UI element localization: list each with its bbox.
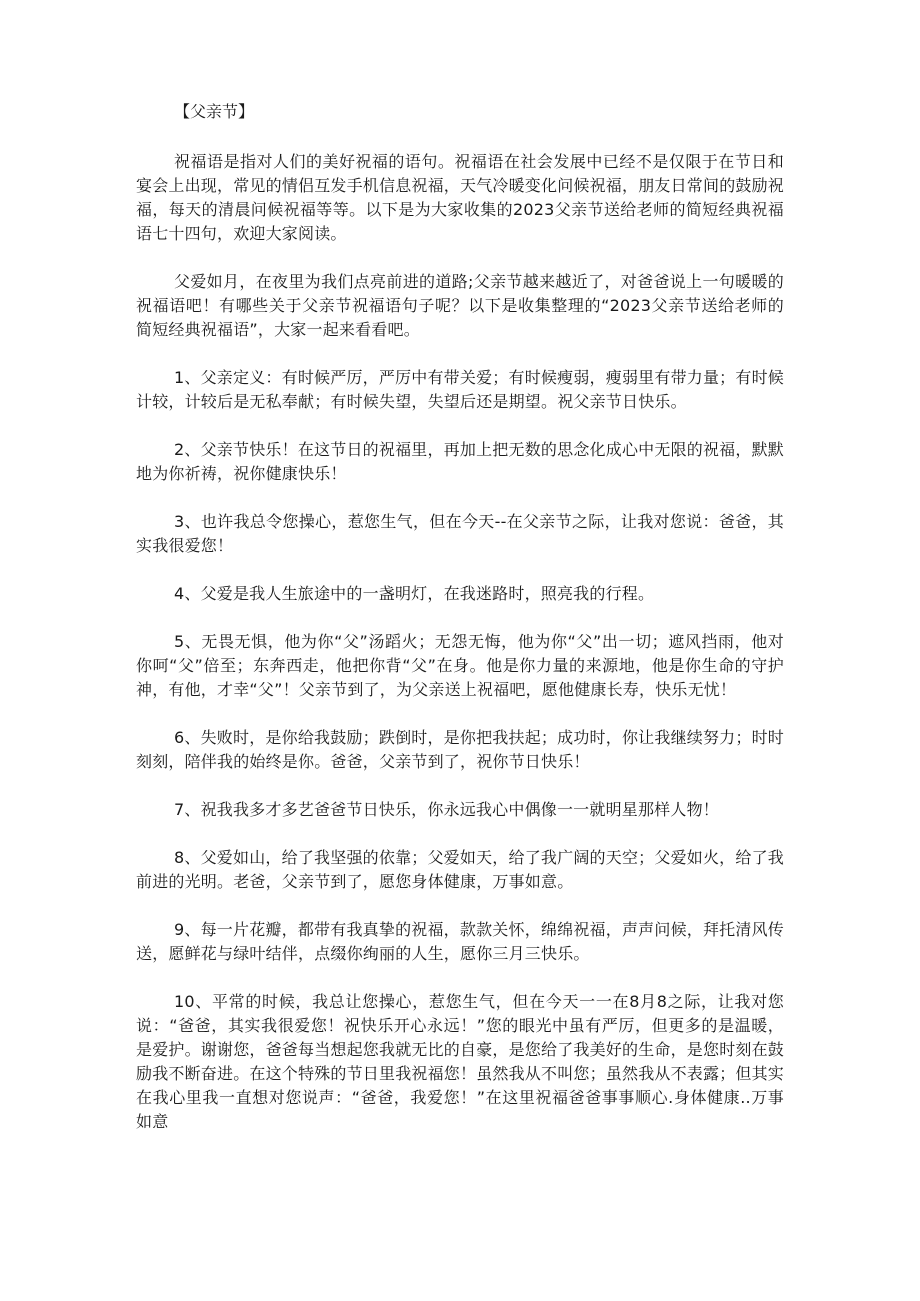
paragraph-item-8: 8、父爱如山，给了我坚强的依靠；父爱如天，给了我广阔的天空；父爱如火，给了我前进的光明。老爸，父亲节到了，愿您身体健康，万事如意。 <box>136 848 784 891</box>
section-heading: 【父亲节】 <box>174 102 255 121</box>
paragraph-item-6: 6、失败时，是你给我鼓励；跌倒时，是你把我扶起；成功时，你让我继续努力；时时刻刻，陪伴我的始终是你。爸爸，父亲节到了，祝你节日快乐！ <box>136 728 784 771</box>
paragraph-lead: 父爱如月，在夜里为我们点亮前进的道路;父亲节越来越近了，对爸爸说上一句暖暖的祝福语吧！有哪些关于父亲节祝福语句子呢？以下是收集整理的“2023父亲节送给老师的简短经典祝福语”，大家一起来看看吧。 <box>136 272 784 339</box>
paragraph-item-7: 7、祝我我多才多艺爸爸节日快乐，你永远我心中偶像一一就明星那样人物！ <box>174 800 719 819</box>
paragraph-item-10: 10、平常的时候，我总让您操心，惹您生气，但在今天一一在8月8之际，让我对您说：“爸爸，其实我很爱您！祝快乐开心永远！”您的眼光中虽有严厉，但更多的是温暖，是爱护。谢谢您，爸爸每当想起您我就无比的自豪，是您给了我美好的生命，是您时刻在鼓励我不断奋进。在这个特殊的节日里我祝福您！虽然我从不叫您；虽然我从不表露；但其实在我心里我一直想对您说声：“爸爸，我爱您！”在这里祝福爸爸事事顺心.身体健康..万事如意 <box>136 992 785 1131</box>
paragraph-item-9: 9、每一片花瓣，都带有我真挚的祝福，款款关怀，绵绵祝福，声声问候，拜托清风传送，愿鲜花与绿叶结伴，点缀你绚丽的人生，愿你三月三快乐。 <box>136 920 784 963</box>
paragraph-item-3: 3、也许我总令您操心，惹您生气，但在今天--在父亲节之际，让我对您说：爸爸，其实我很爱您！ <box>136 512 784 555</box>
paragraph-item-5: 5、无畏无惧，他为你“父”汤蹈火；无怨无悔，他为你“父”出一切；遮风挡雨，他对你呵“父”倍至；东奔西走，他把你背“父”在身。他是你力量的来源地，他是你生命的守护神，有他，才幸“父”！父亲节到了，为父亲送上祝福吧，愿他健康长寿，快乐无忧！ <box>136 632 784 699</box>
paragraph-item-2: 2、父亲节快乐！在这节日的祝福里，再加上把无数的思念化成心中无限的祝福，默默地为你祈祷，祝你健康快乐！ <box>136 440 784 483</box>
paragraph-item-4: 4、父爱是我人生旅途中的一盏明灯，在我迷路时，照亮我的行程。 <box>174 584 655 603</box>
document-page <box>136 100 784 1134</box>
paragraph-intro: 祝福语是指对人们的美好祝福的语句。祝福语在社会发展中已经不是仅限于在节日和宴会上出现，常见的情侣互发手机信息祝福，天气冷暖变化问候祝福，朋友日常间的鼓励祝福，每天的清晨问候祝福等等。以下是为大家收集的2023父亲节送给老师的简短经典祝福语七十四句，欢迎大家阅读。 <box>136 152 785 243</box>
paragraph-item-1: 1、父亲定义：有时候严厉，严厉中有带关爱；有时候瘦弱，瘦弱里有带力量；有时候计较，计较后是无私奉献；有时候失望，失望后还是期望。祝父亲节日快乐。 <box>136 368 784 411</box>
